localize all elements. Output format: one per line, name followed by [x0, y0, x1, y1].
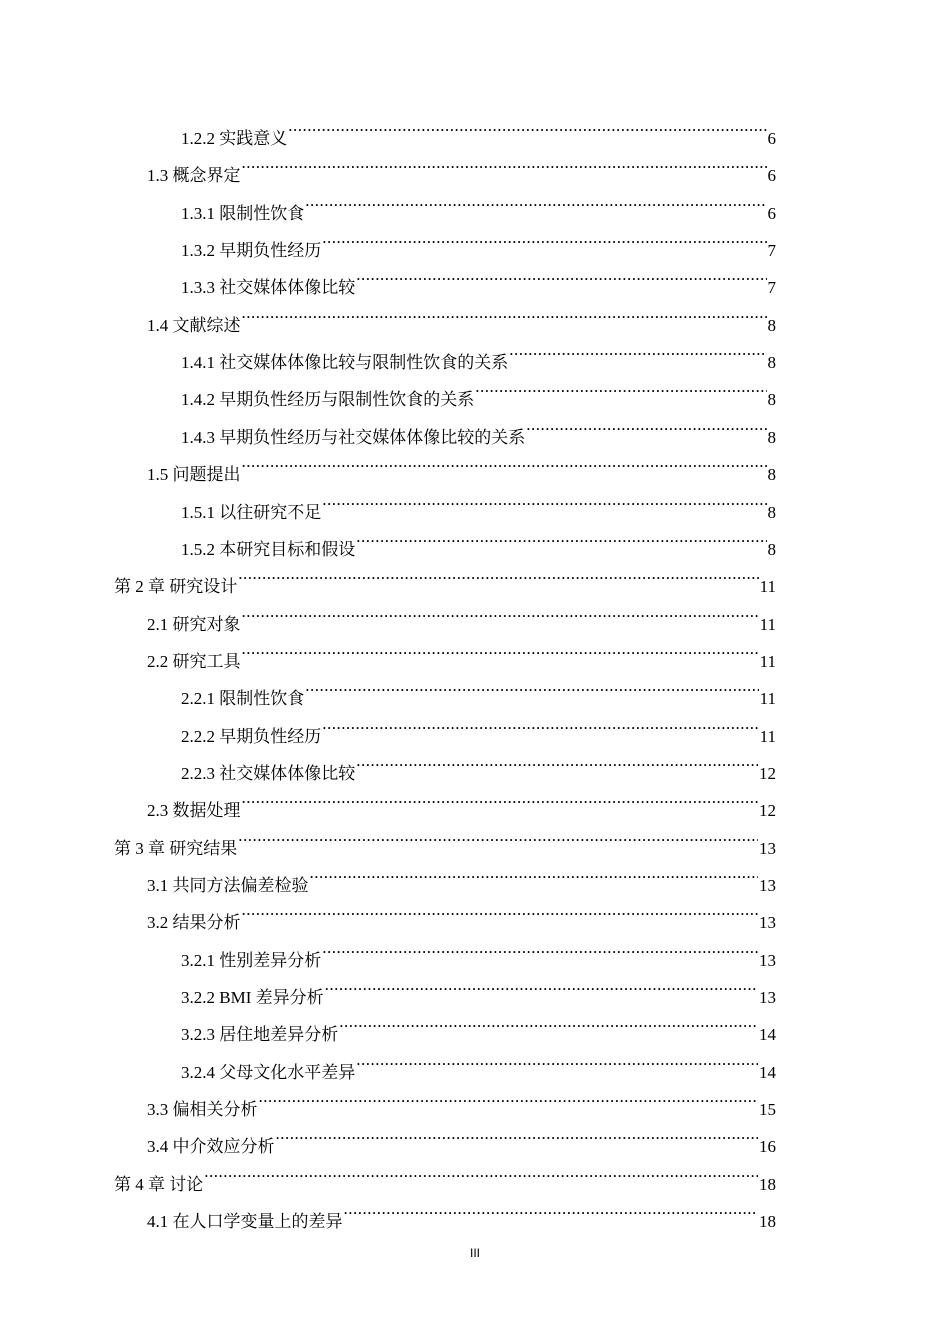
- toc-entry[interactable]: [114, 1154, 776, 1194]
- toc-dot-leader: [356, 257, 766, 293]
- toc-entry[interactable]: [181, 967, 776, 1008]
- toc-entry-title: 第 4 章 讨论: [114, 1174, 204, 1194]
- toc-entry-title: 1.2.2 实践意义: [181, 129, 288, 148]
- toc-entry[interactable]: [147, 594, 776, 634]
- toc-entry-title: 1.4.3 早期负性经历与社交媒体体像比较的关系: [181, 427, 526, 447]
- toc-entry-page: 8: [767, 539, 776, 559]
- toc-entry-page: 11: [759, 614, 776, 634]
- toc-entry[interactable]: [147, 1191, 776, 1232]
- toc-entry-title: 第 3 章 研究结果: [114, 838, 238, 858]
- toc-dot-leader: [356, 743, 758, 779]
- toc-entry[interactable]: [181, 108, 776, 148]
- toc-dot-leader: [325, 967, 758, 1003]
- toc-entry-page: 11: [759, 726, 776, 746]
- toc-entry-title: 2.1 研究对象: [147, 614, 241, 634]
- toc-entry-title: 1.3.1 限制性饮食: [181, 203, 305, 223]
- toc-dot-leader: [242, 892, 759, 928]
- toc-entry-page: 13: [759, 988, 776, 1008]
- toc-entry-title: 1.3 概念界定: [147, 166, 241, 186]
- toc-entry-title: 3.2 结果分析: [147, 913, 241, 933]
- toc-entry[interactable]: [181, 930, 776, 970]
- toc-entry-title: 1.3.3 社交媒体体像比较: [181, 278, 356, 298]
- toc-entry[interactable]: [114, 556, 776, 597]
- toc-entry[interactable]: [181, 332, 776, 373]
- toc-dot-leader: [242, 780, 759, 816]
- toc-entry-page: 18: [759, 1212, 776, 1232]
- toc-dot-leader: [344, 1191, 759, 1227]
- toc-entry-title: 2.2.3 社交媒体体像比较: [181, 763, 356, 783]
- toc-entry-page: 11: [759, 689, 776, 709]
- toc-dot-leader: [242, 594, 759, 630]
- toc-entry[interactable]: [181, 257, 776, 298]
- toc-dot-leader: [238, 556, 758, 592]
- toc-entry-title: 3.4 中介效应分析: [147, 1137, 275, 1157]
- toc-dot-leader: [475, 369, 766, 405]
- toc-entry[interactable]: [147, 145, 776, 186]
- toc-entry-page: 14: [759, 1025, 776, 1045]
- toc-entry-page: 6: [767, 129, 776, 148]
- toc-dot-leader: [356, 519, 766, 555]
- toc-entry-title: 2.2.1 限制性饮食: [181, 689, 305, 709]
- toc-entry[interactable]: [181, 1004, 776, 1045]
- toc-dot-leader: [509, 332, 766, 368]
- toc-entry[interactable]: [147, 855, 776, 895]
- toc-entry-page: 11: [759, 651, 776, 671]
- toc-entry-title: 4.1 在人口学变量上的差异: [147, 1212, 343, 1232]
- toc-entry-page: 13: [759, 838, 776, 858]
- toc-entry-page: 7: [767, 241, 776, 261]
- toc-entry-title: 3.2.3 居住地差异分析: [181, 1025, 339, 1045]
- toc-dot-leader: [242, 631, 759, 667]
- toc-entry[interactable]: [181, 519, 776, 559]
- toc-entry[interactable]: [147, 1079, 776, 1120]
- toc-dot-leader: [305, 183, 766, 219]
- toc-dot-leader: [288, 108, 766, 144]
- toc-entry[interactable]: [114, 818, 776, 858]
- toc-entry-title: 3.2.1 性别差异分析: [181, 950, 322, 970]
- toc-entry-title: 2.2 研究工具: [147, 651, 241, 671]
- toc-entry-page: 18: [759, 1174, 776, 1194]
- toc-entry-title: 3.1 共同方法偏差检验: [147, 876, 309, 895]
- toc-entry[interactable]: [147, 1116, 776, 1157]
- toc-dot-leader: [238, 818, 758, 854]
- toc-dot-leader: [242, 295, 767, 331]
- toc-dot-leader: [259, 1079, 759, 1115]
- toc-entry-page: 16: [759, 1137, 776, 1157]
- toc-entry-page: 6: [767, 203, 776, 223]
- toc-entry[interactable]: [181, 369, 776, 410]
- toc-dot-leader: [276, 1116, 759, 1152]
- toc-entry-title: 1.4.1 社交媒体体像比较与限制性饮食的关系: [181, 353, 509, 373]
- toc-entry[interactable]: [181, 482, 776, 522]
- toc-entry-title: 3.2.2 BMI 差异分析: [181, 988, 324, 1008]
- toc-entry-page: 12: [759, 763, 776, 783]
- toc-dot-leader: [305, 668, 758, 704]
- toc-entry-title: 2.3 数据处理: [147, 801, 241, 821]
- toc-entry-title: 2.2.2 早期负性经历: [181, 726, 322, 746]
- toc-entry-page: 8: [767, 427, 776, 447]
- toc-dot-leader: [356, 1042, 758, 1078]
- toc-entry[interactable]: [181, 407, 776, 447]
- toc-entry-page: 13: [759, 876, 776, 895]
- toc-entry-title: 第 2 章 研究设计: [114, 577, 238, 597]
- toc-entry-title: 3.2.4 父母文化水平差异: [181, 1062, 356, 1082]
- toc-dot-leader: [310, 855, 759, 891]
- toc-entry-page: 12: [759, 801, 776, 821]
- toc-entry[interactable]: [181, 743, 776, 783]
- toc-entry-page: 13: [759, 913, 776, 933]
- toc-entry-page: 14: [759, 1062, 776, 1082]
- toc-entry-title: 1.4.2 早期负性经历与限制性饮食的关系: [181, 390, 475, 410]
- toc-dot-leader: [242, 444, 767, 480]
- toc-entry[interactable]: [147, 444, 776, 485]
- toc-entry-page: 13: [759, 950, 776, 970]
- toc-entry-title: 1.3.2 早期负性经历: [181, 241, 322, 261]
- toc-entry[interactable]: [181, 220, 776, 261]
- toc-entry[interactable]: [147, 780, 776, 821]
- toc-dot-leader: [322, 930, 758, 966]
- toc-entry-page: 8: [767, 353, 776, 373]
- toc-entry[interactable]: [147, 295, 776, 335]
- toc-dot-leader: [322, 706, 758, 742]
- toc-entry-title: 1.5.2 本研究目标和假设: [181, 539, 356, 559]
- toc-dot-leader: [322, 220, 766, 256]
- toc-entry[interactable]: [181, 1042, 776, 1082]
- toc-entry-title: 1.4 文献综述: [147, 315, 241, 335]
- toc-entry[interactable]: [181, 706, 776, 746]
- toc-entry-page: 8: [767, 315, 776, 335]
- toc-entry[interactable]: [181, 183, 776, 223]
- toc-entry-page: 15: [759, 1100, 776, 1120]
- toc-entry-page: 11: [759, 577, 776, 597]
- toc-entry-title: 1.5.1 以往研究不足: [181, 502, 322, 522]
- toc-dot-leader: [204, 1154, 758, 1190]
- toc-dot-leader: [322, 482, 766, 518]
- toc-entry-page: 7: [767, 278, 776, 298]
- toc-dot-leader: [242, 145, 767, 181]
- toc-entry-page: 8: [767, 390, 776, 410]
- toc-dot-leader: [526, 407, 766, 443]
- toc-entry-page: 6: [767, 166, 776, 186]
- page-number: III: [469, 1246, 480, 1260]
- toc-entry[interactable]: [181, 668, 776, 709]
- toc-entry[interactable]: [147, 892, 776, 933]
- toc-entry[interactable]: [147, 631, 776, 671]
- toc-dot-leader: [339, 1004, 758, 1040]
- toc-entry-title: 1.5 问题提出: [147, 465, 241, 485]
- toc-entry-page: 8: [767, 502, 776, 522]
- toc-entry-title: 3.3 偏相关分析: [147, 1100, 258, 1120]
- toc-entry-page: 8: [767, 465, 776, 485]
